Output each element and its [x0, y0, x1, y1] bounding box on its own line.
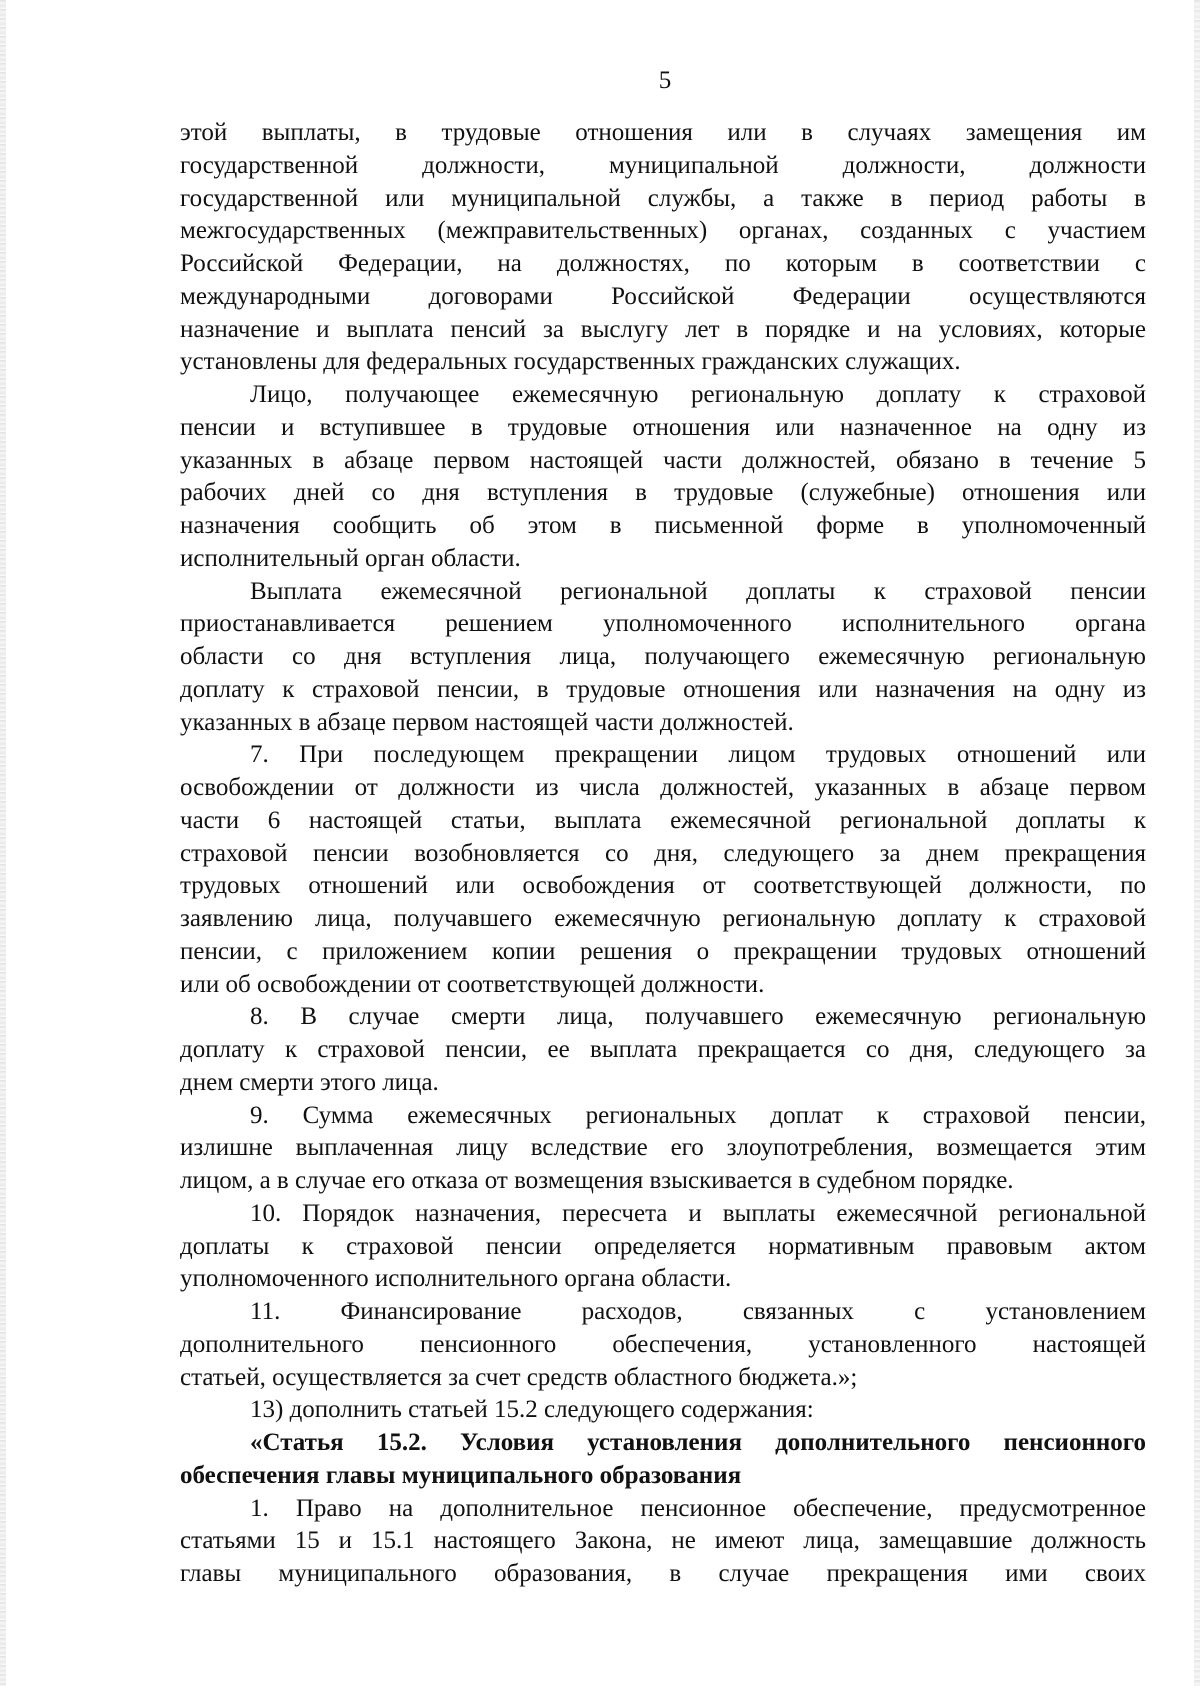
body-text-line: заявлению лица, получавшего ежемесячную региональную доплату к страховой	[180, 905, 1146, 932]
body-text-line: освобождении от должности из числа должностей, указанных в абзаце первом	[180, 774, 1146, 801]
body-text-line: пенсии и вступившее в трудовые отношения или назначенное на одну из	[180, 413, 1146, 441]
body-text-line: исполнительный орган области.	[180, 544, 521, 572]
section-heading-line: обеспечения главы муниципального образования	[180, 1461, 742, 1489]
body-text-line: государственной должности, муниципальной должности, должности	[180, 151, 1146, 179]
body-text-line: доплаты к страховой пенсии определяется нормативным правовым актом	[180, 1232, 1146, 1260]
body-text-line: трудовых отношений или освобождения от соответствующей должности, по	[180, 872, 1146, 900]
body-text-line: уполномоченного исполнительного органа области.	[180, 1265, 732, 1293]
body-text-line: доплату к страховой пенсии, в трудовые отношения или назначения на одну из	[180, 675, 1146, 703]
body-text-line: или об освобождении от соответствующей должности.	[180, 970, 765, 998]
body-text-line: 7. При последующем прекращении лицом трудовых отношений или	[250, 741, 1146, 769]
body-text-line: 10. Порядок назначения, пересчета и выплаты ежемесячной региональной	[250, 1199, 1146, 1227]
body-text-line: 11. Финансирование расходов, связанных с установлением	[250, 1298, 1146, 1325]
body-text-line: главы муниципального образования, в случае прекращения ими своих	[180, 1560, 1146, 1587]
body-text-line: международными договорами Российской Федерации осуществляются	[180, 282, 1146, 310]
body-text-line: назначения сообщить об этом в письменной форме в уполномоченный	[180, 512, 1146, 539]
body-text-line: 9. Сумма ежемесячных региональных доплат к страховой пенсии,	[250, 1101, 1146, 1129]
body-text-line: назначение и выплата пенсий за выслугу лет в порядке и на условиях, которые	[180, 315, 1146, 343]
body-text-line: части 6 настоящей статьи, выплата ежемесячной региональной доплаты к	[180, 806, 1146, 834]
body-text-line: указанных в абзаце первом настоящей части должностей, обязано в течение 5	[180, 446, 1146, 474]
section-heading-line: «Статья 15.2. Условия установления дополнительного пенсионного	[250, 1429, 1146, 1456]
body-text-line: излишне выплаченная лицу вследствие его злоупотребления, возмещается этим	[180, 1134, 1146, 1162]
body-text-line: 8. В случае смерти лица, получавшего ежемесячную региональную	[250, 1003, 1146, 1031]
body-text-line: Лицо, получающее ежемесячную региональную доплату к страховой	[250, 381, 1146, 408]
body-text-line: рабочих дней со дня вступления в трудовые (служебные) отношения или	[180, 479, 1146, 507]
body-text-line: государственной или муниципальной службы, а также в период работы в	[180, 184, 1146, 212]
scan-edge-left	[0, 0, 6, 1686]
body-text-line: Российской Федерации, на должностях, по которым в соответствии с	[180, 250, 1146, 277]
body-text-line: пенсии, с приложением копии решения о прекращении трудовых отношений	[180, 937, 1146, 965]
body-text-line: Выплата ежемесячной региональной доплаты к страховой пенсии	[250, 577, 1146, 605]
body-text-line: страховой пенсии возобновляется со дня, следующего за днем прекращения	[180, 839, 1146, 867]
page-number: 5	[658, 67, 672, 94]
body-text-line: доплату к страховой пенсии, ее выплата прекращается со дня, следующего за	[180, 1036, 1146, 1063]
body-text-line: области со дня вступления лица, получающего ежемесячную региональную	[180, 643, 1146, 670]
body-text-line: 13) дополнить статьей 15.2 следующего содержания:	[250, 1396, 814, 1424]
body-text-line: установлены для федеральных государственных гражданских служащих.	[180, 348, 961, 376]
body-text-line: указанных в абзаце первом настоящей части должностей.	[180, 708, 794, 736]
body-text-line: днем смерти этого лица.	[180, 1068, 439, 1096]
scan-edge-right	[1194, 0, 1200, 1686]
body-text-line: лицом, а в случае его отказа от возмещения взыскивается в судебном порядке.	[180, 1167, 1014, 1194]
body-text-line: 1. Право на дополнительное пенсионное обеспечение, предусмотренное	[250, 1494, 1146, 1522]
document-body	[180, 117, 1146, 1591]
body-text-line: дополнительного пенсионного обеспечения, установленного настоящей	[180, 1330, 1146, 1358]
body-text-line: статьями 15 и 15.1 настоящего Закона, не имеют лица, замещавшие должность	[180, 1527, 1146, 1555]
body-text-line: приостанавливается решением уполномоченного исполнительного органа	[180, 610, 1146, 638]
body-text-line: межгосударственных (межправительственных) органах, созданных с участием	[180, 217, 1146, 245]
body-text-line: этой выплаты, в трудовые отношения или в случаях замещения им	[180, 119, 1146, 146]
body-text-line: статьей, осуществляется за счет средств областного бюджета.»;	[180, 1363, 858, 1391]
